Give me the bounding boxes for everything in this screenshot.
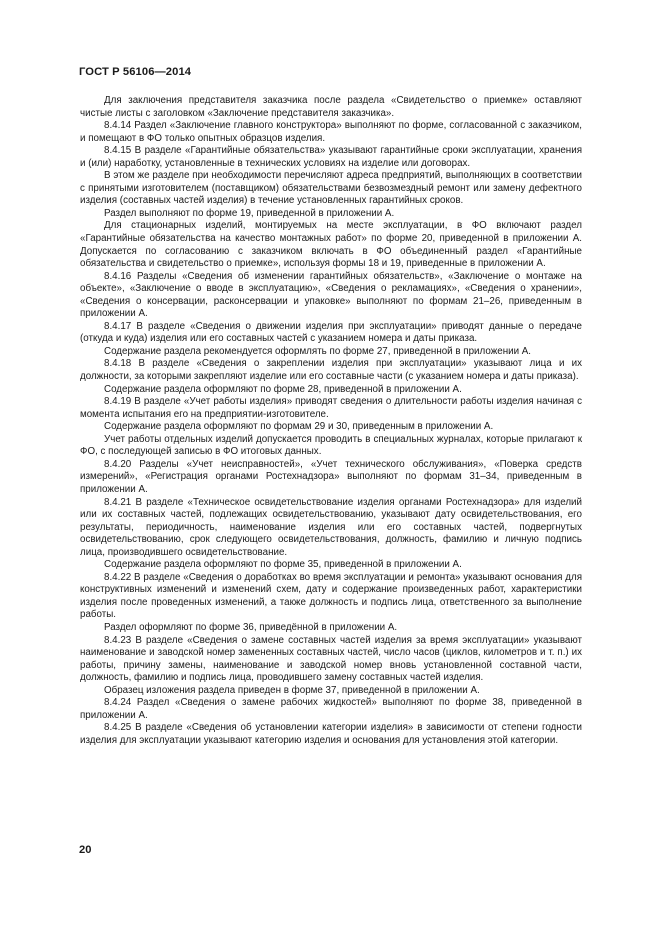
document-body	[80, 95, 582, 747]
paragraph: 8.4.20 Разделы «Учет неисправностей», «Учет технического обслуживания», «Поверка средств измерений», «Регистрация органами Ростехнадзора» выполняют по формам 31–34, приведенным в приложении А.	[80, 458, 582, 495]
standard-header: ГОСТ Р 56106—2014	[79, 66, 192, 78]
paragraph: В этом же разделе при необходимости перечисляют адреса предприятий, выполняющих в соответствии с принятыми изготовителем (поставщиком) обязательствами безвозмездный ремонт или замену дефектного изделия (составных частей изделия) в течение установленных гарантийных сроков.	[80, 170, 582, 207]
paragraph: 8.4.25 В разделе «Сведения об установлении категории изделия» в зависимости от степени годности изделия для эксплуатации указывают категорию изделия и основания для установления этой категории.	[80, 722, 582, 746]
paragraph: Раздел выполняют по форме 19, приведенной в приложении А.	[104, 207, 395, 219]
paragraph: 8.4.22 В разделе «Сведения о доработках во время эксплуатации и ремонта» указывают основания для конструктивных изменений и изменений схем, дату и содержание произведенных работ, характеристики изделия после проведенных изменений, а также должность и подпись лица, ответственного за выполнение работы.	[80, 571, 582, 621]
paragraph: 8.4.19 В разделе «Учет работы изделия» приводят сведения о длительности работы изделия начиная с момента испытания его на предприятии-изготовителе.	[80, 396, 582, 420]
paragraph: Учет работы отдельных изделий допускается проводить в специальных журналах, которые прилагают к ФО, с последующей записью в ФО итоговых данных.	[80, 433, 582, 458]
paragraph: 8.4.16 Разделы «Сведения об изменении гарантийных обязательств», «Заключение о монтаже на объекте», «Заключение о вводе в эксплуатацию», «Сведения о рекламациях», «Сведения о хранении», «Сведения о консервации, расконсервации и упаковке» выполняют по формам 21–26, приведенным в приложении А.	[80, 270, 582, 320]
paragraph: Содержание раздела оформляют по формам 29 и 30, приведенным в приложении А.	[104, 421, 494, 433]
paragraph: Содержание раздела оформляют по форме 28, приведенной в приложении А.	[104, 383, 462, 395]
paragraph: Образец изложения раздела приведен в форме 37, приведенной в приложении А.	[104, 684, 480, 696]
paragraph: 8.4.21 В разделе «Техническое освидетельствование изделия органами Ростехнадзора» для изделий или их составных частей, подлежащих освидетельствованию, указывают дату освидетельствования, его результаты, периодичность, наименование изделия или его составных частей, подвергнутых освидетельствованию, срок следующего освидетельствования, должность, фамилию и личную подпись лица, производившего освидетельствование.	[80, 496, 582, 558]
paragraph: Для стационарных изделий, монтируемых на месте эксплуатации, в ФО включают раздел «Гарантийные обязательства на качество монтажных работ» по форме 20, приведенной в приложении А. Допускается по согласованию с заказчиком включать в ФО объединенный раздел «Гарантийные обязательства и свидетельство о приемке», используя формы 18 и 19, приведенные в приложении А.	[80, 220, 582, 270]
page-number: 20	[79, 844, 92, 856]
paragraph: 8.4.23 В разделе «Сведения о замене составных частей изделия за время эксплуатации» указывают наименование и заводской номер замененных составных частей, число часов (циклов, километров и т. п.) их работы, причину замены, наименование и заводской номер вновь установленной составной части, должность, фамилию и подпись лица, проводившего замену составных частей изделия.	[80, 634, 582, 684]
paragraph: Содержание раздела оформляют по форме 35, приведенной в приложении А.	[104, 559, 462, 571]
paragraph: Содержание раздела рекомендуется оформлять по форме 27, приведенной в приложении А.	[104, 345, 532, 357]
paragraph: 8.4.18 В разделе «Сведения о закреплении изделия при эксплуатации» указывают лица и их должности, за которыми закрепляют изделие или его составные части (с указанием номера и даты приказа).	[80, 358, 582, 383]
paragraph: 8.4.14 Раздел «Заключение главного конструктора» выполняют по форме, согласованной с заказчиком, и помещают в ФО только опытных образцов изделия.	[80, 120, 582, 144]
paragraph: 8.4.24 Раздел «Сведения о замене рабочих жидкостей» выполняют по форме 38, приведенной в приложении А.	[80, 697, 582, 721]
paragraph: Для заключения представителя заказчика после раздела «Свидетельство о приемке» оставляют чистые листы с заголовком «Заключение представителя заказчика».	[80, 95, 582, 119]
paragraph: 8.4.17 В разделе «Сведения о движении изделия при эксплуатации» приводят данные о передаче (откуда и куда) изделия или его составных частей с указанием номера и даты приказа.	[80, 320, 582, 345]
paragraph: 8.4.15 В разделе «Гарантийные обязательства» указывают гарантийные сроки эксплуатации, хранения и (или) наработку, установленные в технических условиях на изделие или договорах.	[80, 145, 582, 169]
paragraph: Раздел оформляют по форме 36, приведённой в приложении А.	[104, 621, 398, 633]
